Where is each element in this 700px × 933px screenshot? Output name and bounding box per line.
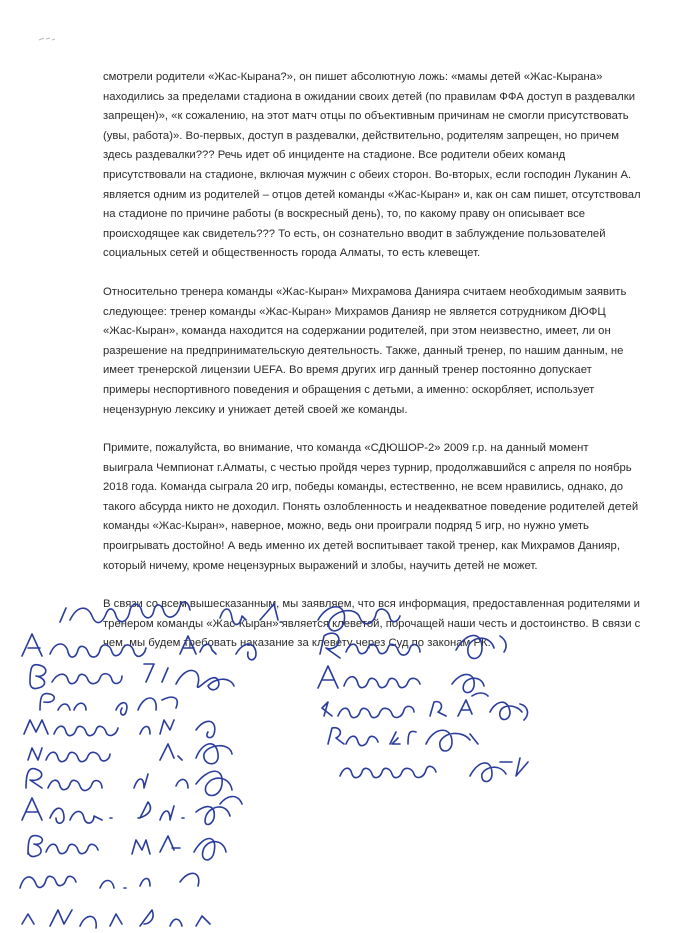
signature-right-3 <box>322 700 527 720</box>
signature-line-5 <box>24 720 215 738</box>
signature-line-10 <box>20 873 199 888</box>
signature-line-11 <box>22 910 210 928</box>
signature-line-4 <box>40 694 177 715</box>
signature-line-1 <box>60 602 282 625</box>
signature-right-1 <box>320 633 506 658</box>
paragraph-parents-statement: смотрели родители «Жас-Кырана?», он пишет абсолютную ложь: «мамы детей «Жас-Кырана» находились за пределами стадиона в ожидании своих детей (по правилам ФФА доступ в раздевалки запрещен)», «к сожалению, на этот матч отцы по объективным причинам не смогли присутствовать (увы, работа)». Во-первых, доступ в раздевалки, действительно, родителям запрещен, но причем здесь раздевалки??? Речь идет об инциденте на стадионе. Все родители обеих команд присутствовали на стадионе, включая мужчин с обеих сторон. Во-вторых, если господин Луканин А. является одним из родителей – отцов детей команды «Жас-Кыран» и, как он сам пишет, отсутствовал на стадионе по причине работы (в воскресный день), то, по какому праву он описывает все происходящее как свидетель??? То есть, он сознательно вводит в заблуждение пользователей социальных сетей и общественность города Алматы, то есть клевещет. <box>103 71 641 260</box>
signature-mark-1 <box>318 607 400 631</box>
paragraph-championship: Примите, пожалуйста, во внимание, что команда «СДЮШОР-2» 2009 г.р. на данный момент выиграла Чемпионат г.Алматы, с честью пройдя через турнир, продолжавшийся с апреля по ноябрь 2018 года. Команда сыграла 20 игр, победы команды, естественно, не всем нравились, однако, до такого абсурда никто не доходил. Понять озлобленность и неадекватное поведение родителей детей команды «Жас-Кыран», наверное, можно, ведь они проиграли подряд 5 игр, но нужно уметь проигрывать достойно! А ведь именно их детей воспитывает такой тренер, как Михрамов Данияр, который ничему, кроме нецензурных выражений и злобы, научить детей не может. <box>103 442 639 572</box>
signature-line-7 <box>26 769 242 804</box>
signature-right-5 <box>340 758 528 782</box>
signature-line-8 <box>22 798 230 825</box>
signature-line-6 <box>28 744 232 764</box>
letter-body <box>103 60 641 673</box>
signature-line-2 <box>22 634 256 660</box>
signature-right-4 <box>328 728 478 751</box>
signature-right-2 <box>318 666 488 696</box>
handwritten-signatures <box>0 592 700 933</box>
signature-line-3 <box>30 664 234 690</box>
signatures-area <box>0 592 700 933</box>
paragraph-conclusion: В связи со всем вышесказанным, мы заявляем, что вся информация, предоставленная родителями и тренером команды «Жас-Кыран» является клеветой, порочащей наши честь и достоинство. В связи с чем, мы будем требовать наказание за клевету через Суд по законам РК. <box>103 598 641 650</box>
paragraph-coach-statement: Относительно тренера команды «Жас-Кыран» Михрамова Данияра считаем необходимым заявить следующее: тренер команды «Жас-Кыран» Михрамов Данияр не является сотрудником ДЮФЦ «Жас-Кыран», команда находится на содержании родителей, при этом неизвестно, имеет, ли он разрешение на предпринимательскую деятельность. Также, данный тренер, по нашим данным, не имеет тренерской лицензии UEFA. Во время других игр данный тренер постоянно допускает примеры неспортивного поведения и обращения с детьми, а именно: оскорбляет, использует нецензурную лексику и унижает детей своей же команды. <box>103 285 627 416</box>
signature-line-9 <box>28 836 226 860</box>
scan-artifact-mark <box>38 36 56 42</box>
